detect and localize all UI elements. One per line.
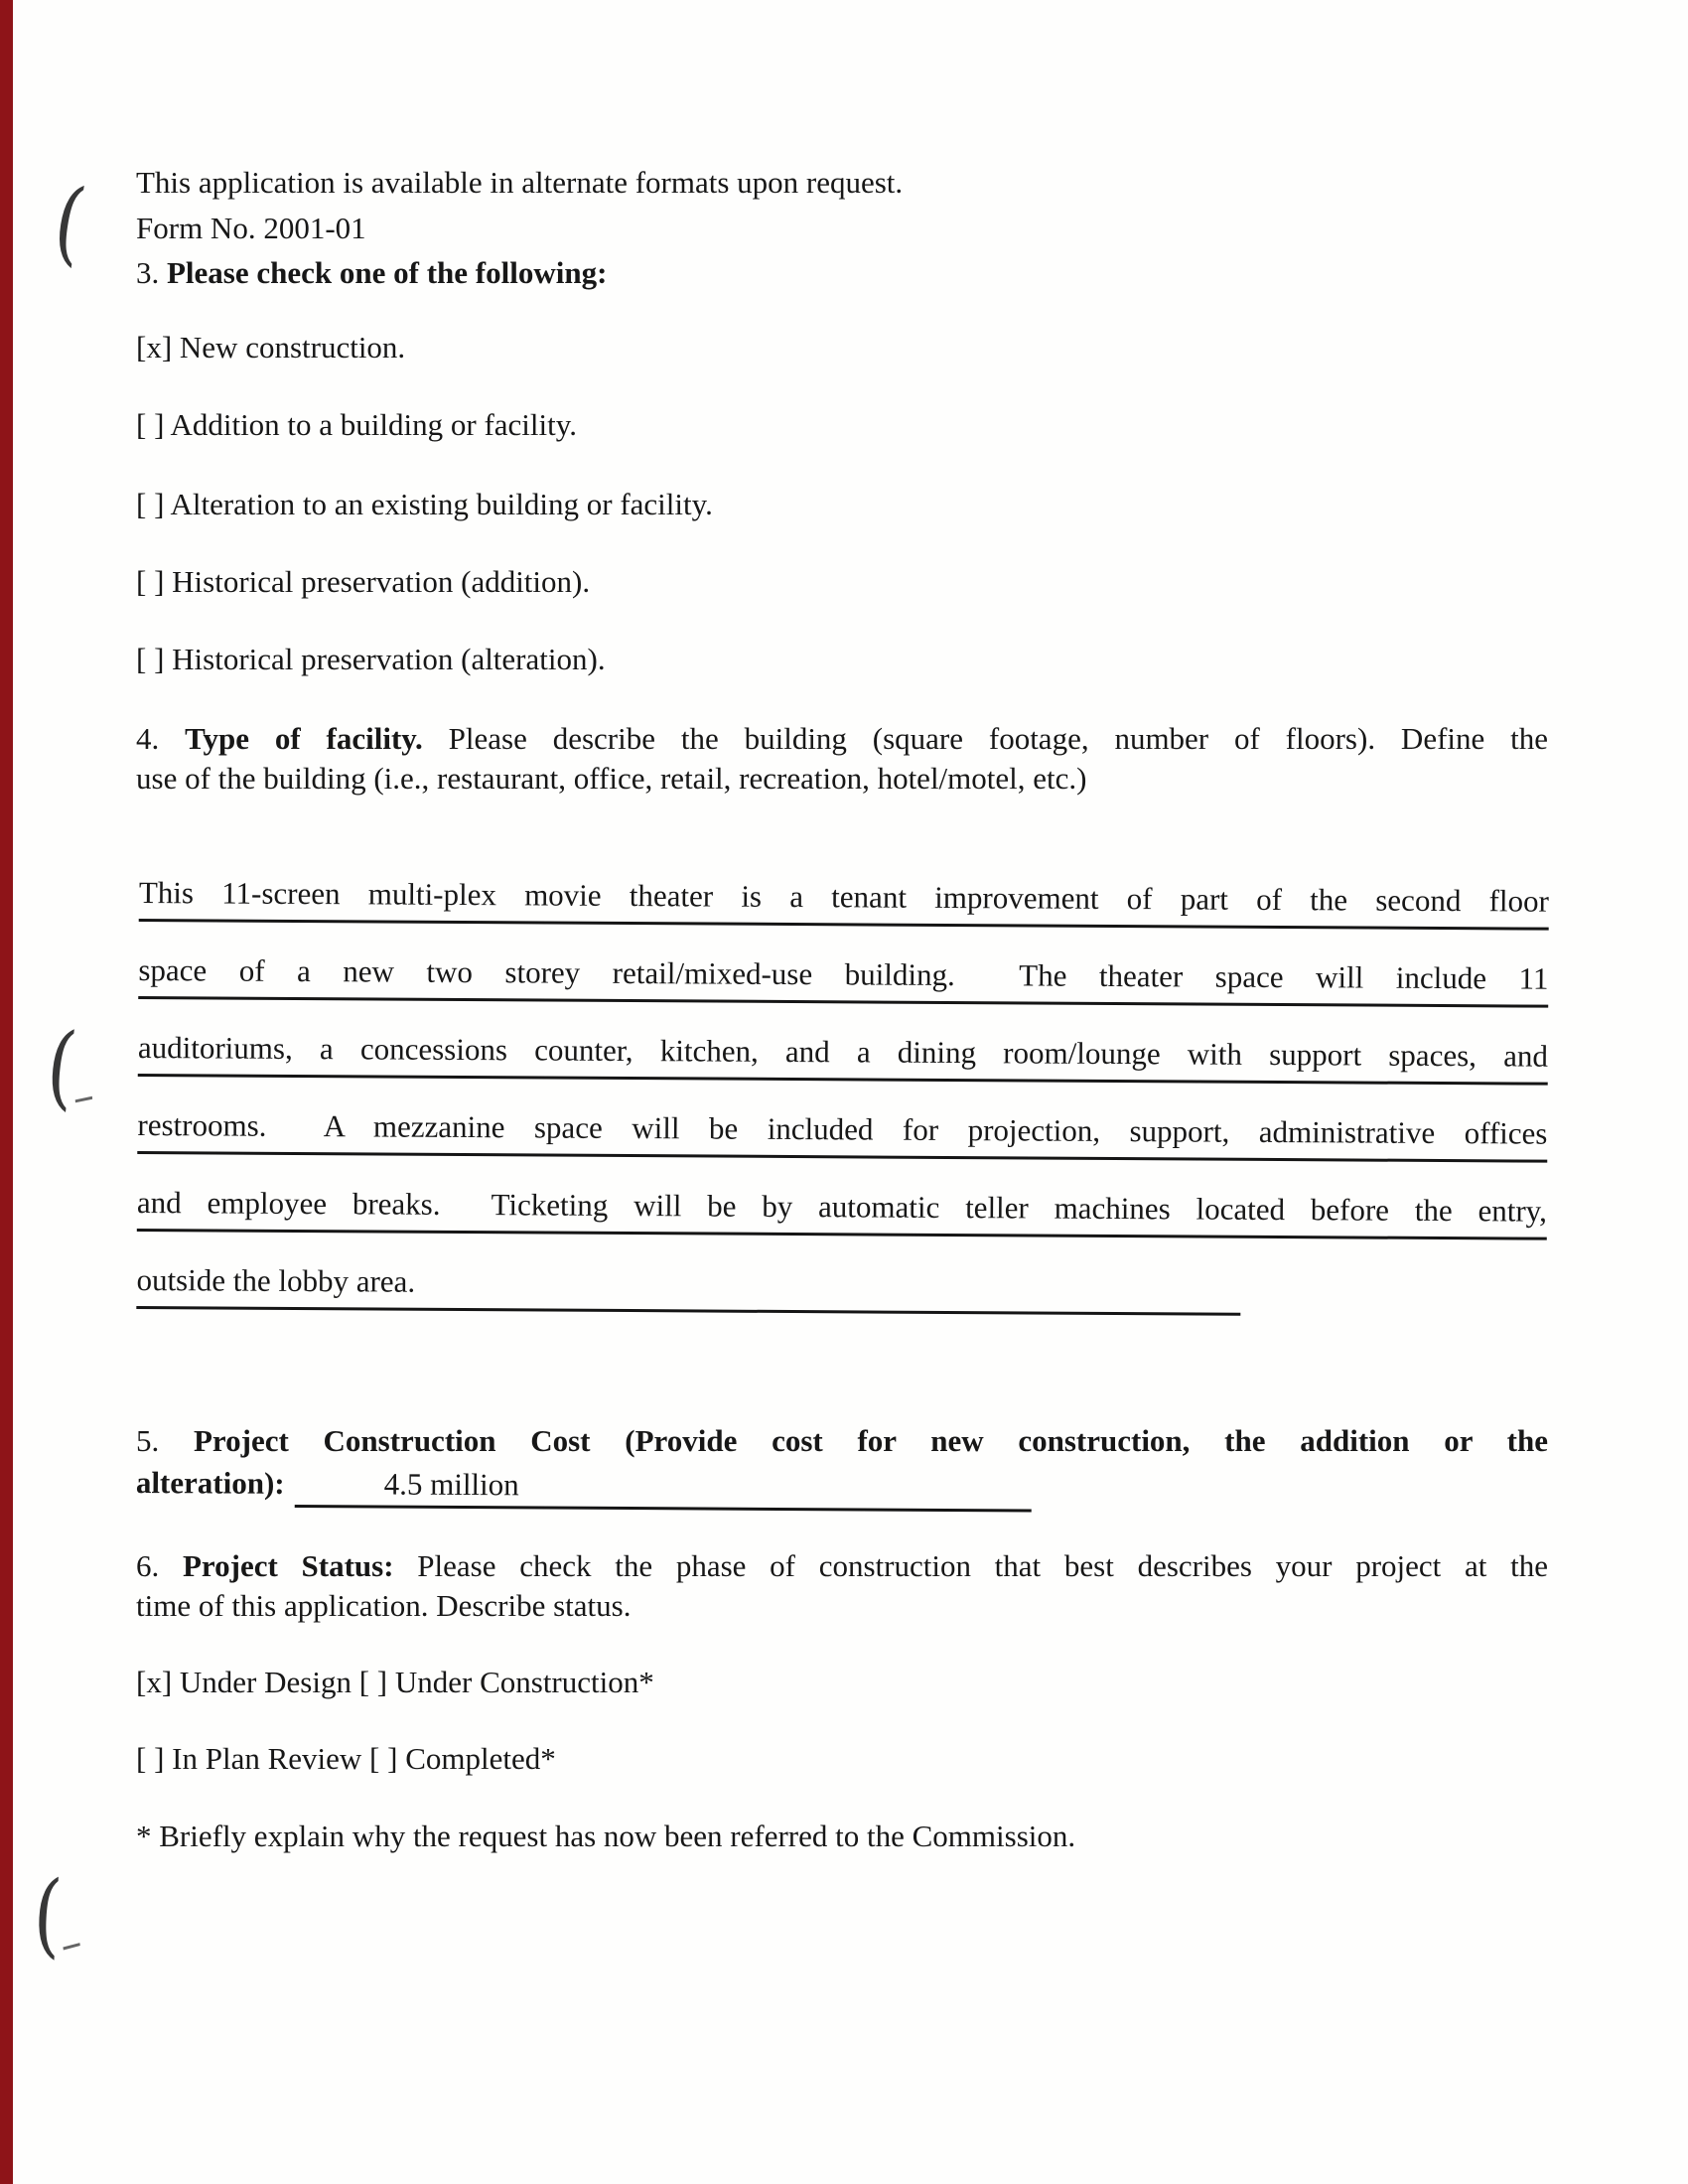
status-row-review-completed [136,1740,1548,1778]
option-historical-alteration [136,641,1548,678]
checkbox-new-construction: [x] [136,330,173,364]
section4-prompt-line1: Please describe the building (square footage, number of floors). Define the [448,721,1549,756]
status-label: In Plan Review [172,1741,362,1776]
section6-prompt-line2: time of this application. Describe status. [136,1588,632,1623]
section4-number: 4. [136,721,160,756]
section6-number: 6. [136,1548,160,1583]
section6-footnote: * Briefly explain why the request has now been referred to the Commission. [136,1819,1076,1853]
option-label: Historical preservation (alteration). [172,642,606,676]
answer-line: auditoriums, a concessions counter, kitchen, and a dining room/lounge with support spaces, and [138,1029,1548,1086]
section3-number: 3. [136,255,160,290]
answer-line: outside the lobby area. [136,1261,1240,1316]
section5-number: 5. [136,1423,160,1458]
option-new-construction [136,329,1548,366]
checkbox-completed: [ ] [369,1741,398,1776]
section6-heading-line1 [136,1547,1548,1585]
option-addition [136,406,1548,444]
option-label: New construction. [179,330,406,364]
answer-line: This 11-screen multi-plex movie theater is a tenant improvement of part of the second floor [139,874,1549,931]
option-label: Addition to a building or facility. [170,407,577,442]
status-row-design-construction [136,1664,1548,1701]
cost-value: 4.5 million [383,1466,519,1503]
checkbox-under-design: [x] [136,1665,173,1699]
checkbox-historical-alteration: [ ] [136,642,165,676]
checkbox-in-plan-review: [ ] [136,1741,165,1776]
section6-title: Project Status: [182,1548,394,1583]
section5-heading-line1 [136,1422,1548,1460]
section5-title-line2: alteration): [135,1465,285,1501]
answer-line: and employee breaks. Ticketing will be by automatic teller machines located before the entry, [137,1184,1547,1240]
pen-mark-paren: ( [42,1011,81,1121]
section6-prompt-line1: Please check the phase of construction that best describes your project at the [417,1548,1548,1583]
pen-mark-paren: ( [31,1860,65,1968]
answer-line: space of a new two storey retail/mixed-use building. The theater space will include 11 [138,951,1548,1008]
pen-mark-paren: ( [47,167,92,277]
checkbox-alteration: [ ] [136,487,165,521]
checkbox-under-construction: [ ] [358,1665,388,1699]
option-label: Historical preservation (addition). [172,564,591,599]
section4-heading-line1 [136,720,1548,758]
section5-cost-row [136,1464,1548,1516]
option-historical-addition [136,563,1548,601]
scan-edge-artifact [0,0,13,2184]
section5-title-line1: Project Construction Cost (Provide cost for new construction, the addition or the [194,1423,1549,1458]
status-label: Under Design [179,1665,352,1699]
alt-format-notice: This application is available in alternate formats upon request. [136,165,904,200]
option-alteration [136,486,1548,523]
checkbox-addition: [ ] [136,407,165,442]
status-label: Completed* [405,1741,556,1776]
answer-line: restrooms. A mezzanine space will be included for projection, support, administrative offices [137,1106,1547,1163]
section4-title: Type of facility. [185,721,423,756]
status-label: Under Construction* [394,1665,654,1699]
section3-title: Please check one of the following: [167,255,608,290]
facility-description-answer [136,874,1549,1348]
cost-answer-line [295,1465,1032,1513]
section4-prompt-line2: use of the building (i.e., restaurant, office, retail, recreation, hotel/motel, etc.) [136,761,1087,796]
option-label: Alteration to an existing building or facility. [170,487,713,521]
checkbox-historical-addition: [ ] [136,564,165,599]
section3-heading [136,254,1548,292]
form-number: Form No. 2001-01 [136,211,366,245]
